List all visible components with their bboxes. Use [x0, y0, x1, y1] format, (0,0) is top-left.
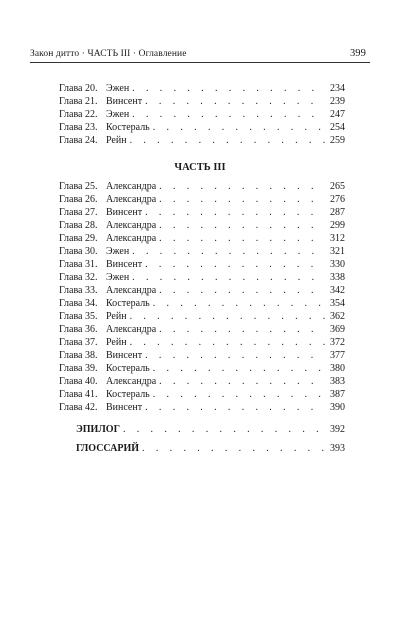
chapter-number: Глава 21.: [59, 96, 98, 107]
running-title: Закон дитто · ЧАСТЬ III · Оглавление: [30, 49, 187, 59]
chapter-title: Рейн: [106, 311, 127, 322]
chapter-page: 259: [330, 135, 345, 146]
dot-leader: [132, 245, 325, 258]
chapter-title: Рейн: [106, 135, 127, 146]
chapter-number: Глава 34.: [59, 298, 98, 309]
chapter-page: 354: [330, 298, 345, 309]
chapter-page: 239: [330, 96, 345, 107]
chapter-page: 387: [330, 389, 345, 400]
dot-leader: [123, 423, 325, 436]
chapter-title: Эжен: [106, 109, 130, 120]
dot-leader: [153, 388, 325, 401]
chapter-title: Винсент: [106, 96, 143, 107]
dot-leader: [159, 219, 325, 232]
chapter-title: Александра: [106, 194, 157, 205]
glossary-title: ГЛОССАРИЙ: [76, 443, 140, 454]
toc-entry[interactable]: [59, 193, 345, 206]
part-iii-heading: ЧАСТЬ III: [174, 162, 226, 173]
chapter-title: Эжен: [106, 272, 130, 283]
chapter-page: 299: [330, 220, 345, 231]
dot-leader: [145, 349, 325, 362]
toc-entry[interactable]: [59, 206, 345, 219]
chapter-number: Глава 28.: [59, 220, 98, 231]
chapter-title: Костераль: [106, 389, 150, 400]
dot-leader: [159, 323, 325, 336]
dot-leader: [145, 401, 325, 414]
toc-entry[interactable]: [59, 310, 345, 323]
toc-part-iii: [59, 180, 345, 414]
chapter-title: Костераль: [106, 298, 150, 309]
epilogue-title: ЭПИЛОГ: [76, 424, 120, 435]
dot-leader: [159, 193, 325, 206]
dot-leader: [130, 134, 325, 147]
chapter-number: Глава 20.: [59, 83, 98, 94]
toc-entry[interactable]: [59, 401, 345, 414]
chapter-number: Глава 41.: [59, 389, 98, 400]
toc-entry[interactable]: [59, 271, 345, 284]
chapter-number: Глава 22.: [59, 109, 98, 120]
chapter-page: 342: [330, 285, 345, 296]
toc-entry[interactable]: [59, 284, 345, 297]
dot-leader: [153, 297, 325, 310]
chapter-title: Костераль: [106, 122, 150, 133]
dot-leader: [145, 206, 325, 219]
toc-epilogue-block: [76, 423, 345, 436]
toc-entry[interactable]: [59, 95, 345, 108]
chapter-title: Александра: [106, 181, 157, 192]
toc-entry[interactable]: [59, 258, 345, 271]
dot-leader: [145, 95, 325, 108]
chapter-number: Глава 32.: [59, 272, 98, 283]
chapter-number: Глава 33.: [59, 285, 98, 296]
dot-leader: [153, 121, 325, 134]
dot-leader: [145, 258, 325, 271]
chapter-title: Эжен: [106, 246, 130, 257]
toc-entry[interactable]: [59, 108, 345, 121]
chapter-number: Глава 35.: [59, 311, 98, 322]
chapter-number: Глава 30.: [59, 246, 98, 257]
chapter-number: Глава 24.: [59, 135, 98, 146]
chapter-number: Глава 29.: [59, 233, 98, 244]
chapter-page: 369: [330, 324, 345, 335]
chapter-title: Александра: [106, 220, 157, 231]
chapter-page: 321: [330, 246, 345, 257]
dot-leader: [159, 232, 325, 245]
chapter-number: Глава 23.: [59, 122, 98, 133]
chapter-number: Глава 40.: [59, 376, 98, 387]
page-number: 399: [349, 48, 366, 59]
chapter-page: 383: [330, 376, 345, 387]
chapter-number: Глава 31.: [59, 259, 98, 270]
chapter-page: 377: [330, 350, 345, 361]
dot-leader: [132, 82, 325, 95]
chapter-title: Винсент: [106, 402, 143, 413]
glossary-page: 393: [330, 443, 345, 454]
chapter-number: Глава 26.: [59, 194, 98, 205]
toc-part-ii-tail: [59, 82, 345, 147]
chapter-title: Винсент: [106, 207, 143, 218]
chapter-page: 276: [330, 194, 345, 205]
toc-entry[interactable]: [59, 82, 345, 95]
toc-entry-epilogue[interactable]: [76, 423, 345, 436]
chapter-page: 312: [330, 233, 345, 244]
toc-entry[interactable]: [59, 232, 345, 245]
toc-entry[interactable]: [59, 219, 345, 232]
dot-leader: [142, 442, 325, 455]
toc-entry[interactable]: [59, 245, 345, 258]
dot-leader: [159, 284, 325, 297]
dot-leader: [153, 362, 325, 375]
toc-entry[interactable]: [59, 349, 345, 362]
chapter-title: Александра: [106, 324, 157, 335]
chapter-page: 362: [330, 311, 345, 322]
dot-leader: [130, 310, 325, 323]
chapter-page: 247: [330, 109, 345, 120]
chapter-number: Глава 25.: [59, 181, 98, 192]
dot-leader: [159, 180, 325, 193]
toc-entry[interactable]: [59, 336, 345, 349]
chapter-number: Глава 27.: [59, 207, 98, 218]
chapter-number: Глава 38.: [59, 350, 98, 361]
toc-entry[interactable]: [59, 375, 345, 388]
toc-entry[interactable]: [59, 180, 345, 193]
chapter-number: Глава 42.: [59, 402, 98, 413]
chapter-title: Винсент: [106, 350, 143, 361]
chapter-number: Глава 39.: [59, 363, 98, 374]
chapter-page: 372: [330, 337, 345, 348]
chapter-page: 330: [330, 259, 345, 270]
chapter-title: Рейн: [106, 337, 127, 348]
chapter-page: 287: [330, 207, 345, 218]
chapter-page: 254: [330, 122, 345, 133]
toc-entry[interactable]: [59, 323, 345, 336]
toc-entry[interactable]: [59, 121, 345, 134]
dot-leader: [159, 375, 325, 388]
epilogue-page: 392: [330, 424, 345, 435]
chapter-title: Александра: [106, 376, 157, 387]
dot-leader: [132, 108, 325, 121]
chapter-title: Александра: [106, 233, 157, 244]
toc-entry[interactable]: [59, 297, 345, 310]
toc-glossary-block: [76, 442, 345, 455]
chapter-page: 380: [330, 363, 345, 374]
dot-leader: [132, 271, 325, 284]
chapter-number: Глава 37.: [59, 337, 98, 348]
chapter-number: Глава 36.: [59, 324, 98, 335]
chapter-title: Александра: [106, 285, 157, 296]
chapter-title: Винсент: [106, 259, 143, 270]
toc-entry[interactable]: [59, 134, 345, 147]
chapter-page: 265: [330, 181, 345, 192]
chapter-page: 234: [330, 83, 345, 94]
toc-entry-glossary[interactable]: [76, 442, 345, 455]
toc-entry[interactable]: [59, 388, 345, 401]
chapter-page: 338: [330, 272, 345, 283]
dot-leader: [130, 336, 325, 349]
chapter-title: Эжен: [106, 83, 130, 94]
chapter-page: 390: [330, 402, 345, 413]
chapter-title: Костераль: [106, 363, 150, 374]
toc-entry[interactable]: [59, 362, 345, 375]
running-header: [30, 44, 370, 63]
